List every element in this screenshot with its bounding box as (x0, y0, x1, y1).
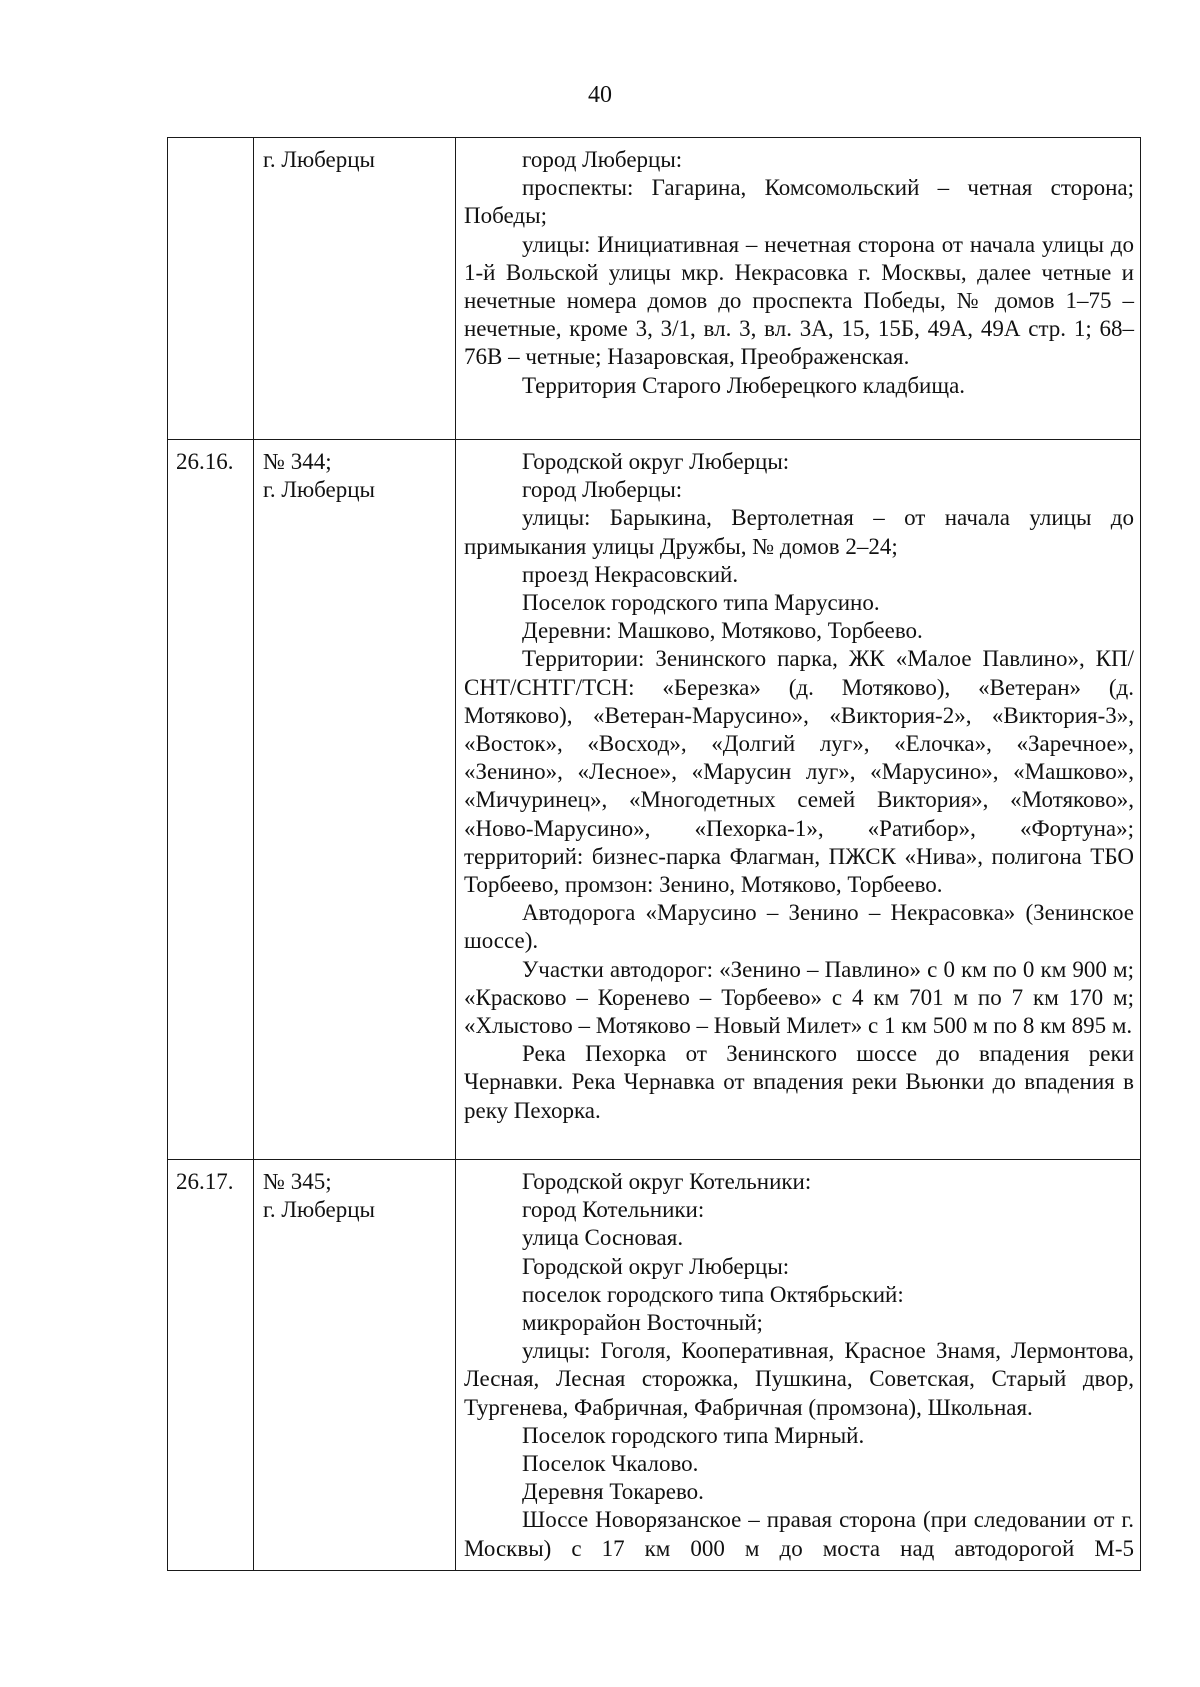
description-paragraph: Городской округ Котельники: (522, 1169, 812, 1194)
description-paragraph: Территории: Зенинского парка, ЖК «Малое Павлино», КП/СНТ/СНТГ/ТСН: «Березка» (д. Мотяково), «Ветеран» (д. Мотяково), «Ветеран-Марусино», «Виктория-2», «Виктория-3», «Восток», «Восход», «Долгий луг», «Елочка», «Заречное», «Зенино», «Лесное», «Марусин луг», «Марусино», «Машково», «Мичуринец», «Многодетных семей Виктория», «Мотяково», «Ново-Марусино», «Пехорка-1», «Ратибор», «Фортуна»; территорий: бизнес-парка Флагман, ПЖСК «Нива», полигона ТБО Торбеево, промзон: Зенино, Мотяково, Торбеево. (464, 646, 1134, 898)
description-paragraph: город Люберцы: (522, 147, 683, 172)
district-number: № 344; (263, 449, 332, 474)
description-paragraph: улицы: Барыкина, Вертолетная – от начала улицы до примыкания улицы Дружбы, № домов 2–24; (464, 505, 1134, 559)
table-row (168, 1160, 1141, 1571)
description-paragraph: проезд Некрасовский. (522, 561, 739, 587)
row-number: 26.17. (168, 1160, 254, 1571)
district-name: г. Люберцы (263, 147, 375, 172)
district-cell (254, 1160, 456, 1571)
description-paragraph: Поселок Чкалово. (522, 1451, 699, 1477)
description-paragraph: Городской округ Люберцы: (522, 449, 790, 474)
description-paragraph: Деревня Токарево. (522, 1479, 704, 1505)
district-cell (254, 440, 456, 1160)
description-paragraph: Поселок городского типа Марусино. (522, 590, 880, 616)
description-paragraph: город Котельники: (522, 1197, 705, 1223)
description-paragraph: Автодорога «Марусино – Зенино – Некрасовка» (Зенинское шоссе). (464, 900, 1134, 954)
description-paragraph: Поселок городского типа Мирный. (522, 1422, 865, 1448)
description-cell (456, 138, 1141, 440)
districts-table (167, 137, 1141, 1571)
description-paragraph: Участки автодорог: «Зенино – Павлино» с 0 км по 0 км 900 м; «Красково – Коренево – Торбеево» с 4 км 701 м по 7 км 170 м; «Хлыстово – Мотяково – Новый Милет» с 1 км 500 м по 8 км 895 м. (464, 956, 1134, 1039)
district-name: г. Люберцы (263, 477, 375, 503)
district-number: № 345; (263, 1169, 332, 1194)
description-paragraph: микрорайон Восточный; (522, 1310, 763, 1336)
description-paragraph: поселок городского типа Октябрьский: (522, 1281, 904, 1307)
description-paragraph: улицы: Гоголя, Кооперативная, Красное Знамя, Лермонтова, Лесная, Лесная сторожка, Пушкина, Советская, Старый двор, Тургенева, Фабричная, Фабричная (промзона), Школьная. (464, 1338, 1134, 1420)
description-paragraph: улицы: Инициативная – нечетная сторона от начала улицы до 1-й Вольской улицы мкр. Некрасовка г. Москвы, далее четные и нечетные номера домов до проспекта Победы, № домов 1–75 – нечетные, кроме 3, 3/1, вл. 3, вл. 3А, 15, 15Б, 49А, 49А стр. 1; 68–76В – четные; Назаровская, Преображенская. (464, 231, 1134, 370)
page-number: 40 (588, 82, 612, 108)
description-paragraph: Шоссе Новорязанское – правая сторона (при следовании от г. Москвы) с 17 км 000 м до моста над автодорогой М-5 (464, 1507, 1134, 1561)
description-paragraph: Городской округ Люберцы: (522, 1253, 790, 1279)
description-paragraph: улица Сосновая. (522, 1225, 684, 1251)
description-paragraph: Река Пехорка от Зенинского шоссе до впадения реки Чернавки. Река Чернавка от впадения реки Вьюнки до впадения в реку Пехорка. (464, 1041, 1134, 1123)
description-cell (456, 1160, 1141, 1571)
row-number: 26.16. (168, 440, 254, 1160)
row-number (168, 138, 254, 440)
table-row (168, 138, 1141, 440)
table-row (168, 440, 1141, 1160)
description-cell (456, 440, 1141, 1160)
district-cell (254, 138, 456, 440)
district-name: г. Люберцы (263, 1197, 375, 1223)
description-paragraph: Деревни: Машково, Мотяково, Торбеево. (522, 618, 923, 644)
description-paragraph: город Люберцы: (522, 477, 683, 503)
description-paragraph: Территория Старого Люберецкого кладбища. (522, 372, 966, 398)
description-paragraph: проспекты: Гагарина, Комсомольский – четная сторона; Победы; (464, 175, 1134, 229)
